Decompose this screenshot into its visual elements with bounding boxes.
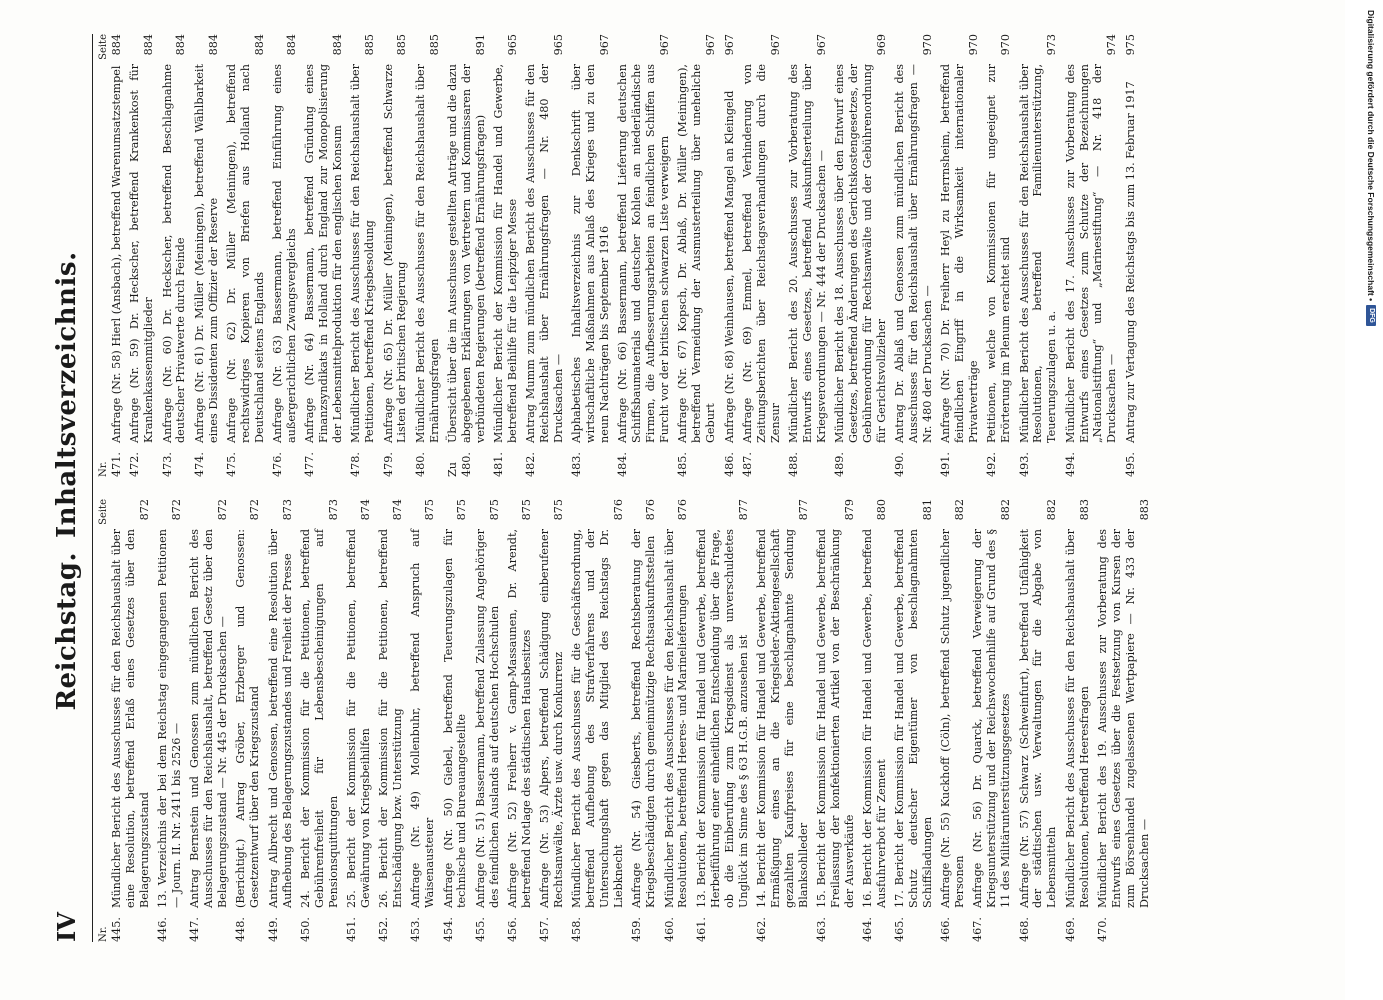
toc-entry xyxy=(110,34,124,477)
entry-page: 965 xyxy=(505,34,519,56)
entry-page: 885 xyxy=(363,34,377,56)
entry-page: 875 xyxy=(519,499,533,521)
entry-page: 884 xyxy=(252,34,266,56)
entry-number: 463. xyxy=(814,917,828,942)
toc-entries-left xyxy=(110,499,1151,942)
entry-title: 13. Verzeichnis der bei dem Reichstag eingegangenen Petitionen — Journ. II. Nr. 2411 bis 2526 — xyxy=(156,529,184,908)
toc-entry xyxy=(193,34,221,477)
toc-entry xyxy=(815,499,857,942)
entry-page: 967 xyxy=(722,34,736,56)
entry-title: Anfrage (Nr. 52) Freiherr v. Gamp-Massaunen, Dr. Arendt, betreffend Notlage des städtischen Hausbesitzes xyxy=(505,529,533,908)
entry-number: 469. xyxy=(1063,917,1077,942)
toc-columns xyxy=(92,34,1156,942)
entry-page: 967 xyxy=(704,34,718,56)
toc-entry xyxy=(414,34,442,477)
entry-number: 477. xyxy=(303,452,317,477)
entry-page: 965 xyxy=(552,34,566,56)
entry-number: 456. xyxy=(505,917,519,942)
entry-title: Anfrage (Nr. 67) Kopsch, Dr. Ablaß, Dr. Müller (Meiningen), betreffend Vermeidung der Ausmusterteilung über uneheliche Geburt xyxy=(676,64,718,443)
toc-entry xyxy=(861,499,889,942)
entry-title: Mündlicher Bericht des 18. Ausschusses über den Entwurf eines Gesetzes, betreffend Änderungen des Gerichtskostengesetzes, der Gebührenordnung für Rechtsanwälte und der Gebührenordnung für Gerichtsvollzieher xyxy=(833,64,888,443)
entry-number: 447. xyxy=(188,917,202,942)
side-note xyxy=(1365,10,1377,990)
entry-page: 885 xyxy=(427,34,441,56)
toc-entry xyxy=(676,34,718,477)
toc-entry xyxy=(741,34,783,477)
entry-page: 873 xyxy=(326,499,340,521)
entry-page: 874 xyxy=(358,499,372,521)
entry-number: 488. xyxy=(787,452,800,477)
entry-title: (Berichtigt.) Antrag Gröber, Erzberger und Genossen: Gesetzentwurf über den Kriegszustand xyxy=(234,529,262,908)
toc-entry xyxy=(985,34,1013,477)
entry-title: Mündlicher Bericht der Kommission für Handel und Gewerbe, betreffend Beihilfe für die Leipziger Messe xyxy=(492,64,519,443)
entry-title: Anfrage (Nr. 54) Giesberts, betreffend Rechtsberatung der Kriegsbeschädigten durch gemeinnützige Rechtsauskunftsstellen xyxy=(630,529,658,908)
entry-number: 486. xyxy=(722,452,736,477)
seite-label: Seite xyxy=(98,34,109,60)
entry-title: Anfrage (Nr. 49) Mollenbuhr, betreffend Anspruch auf Waisenausteuer xyxy=(409,529,437,908)
entry-title: Anfrage (Nr. 70) Dr. Freiherr Heyl zu Herrnsheim, betreffend feindlichen Eingriff in die Wirksamkeit internationaler Privatverträge xyxy=(939,64,981,443)
entry-number: 472. xyxy=(128,452,142,477)
entry-title: Mündlicher Bericht des Ausschusses für den Reichshaushalt über Ernährungsfragen xyxy=(413,64,441,443)
entry-page: 884 xyxy=(110,34,123,56)
toc-entry xyxy=(1018,499,1060,942)
toc-entry xyxy=(833,34,889,477)
entry-number: 454. xyxy=(441,917,455,942)
entry-number: 467. xyxy=(971,917,985,942)
toc-entry xyxy=(695,499,751,942)
entry-page: 876 xyxy=(676,499,690,521)
entry-title: Anfrage (Nr. 56) Dr. Quarck, betreffend Verweigerung der Kriegsunterstützung und der Reichswochenhilfe auf Grund des § 11 des Militärunterstützungsgesetzes xyxy=(971,529,1013,908)
entry-number: 457. xyxy=(538,917,552,942)
entry-title: Mündlicher Bericht des Ausschusses für den Reichshaushalt über Resolutionen, betreffend Heeresfragen xyxy=(1063,529,1091,908)
entry-page: 969 xyxy=(874,34,888,56)
entry-title: Mündlicher Bericht des Ausschusses für die Geschäftsordnung, betreffend Aufhebung des Strafverfahrens und der Untersuchungshaft gegen das Mitglied des Reichstags Dr. Liebknecht xyxy=(570,529,626,908)
entry-title: Mündlicher Bericht des Ausschusses für den Reichshaushalt über Resolutionen, betreffend Heeres- und Marinelieferungen xyxy=(662,529,690,908)
toc-entry xyxy=(1064,34,1120,477)
entry-number: 474. xyxy=(192,452,206,477)
entry-page: 884 xyxy=(284,34,298,56)
entry-number: 480. xyxy=(413,452,427,477)
entry-title: Antrag Albrecht und Genossen, betreffend eine Resolution über Aufhebung des Belagerungszustandes und Freiheit der Presse xyxy=(266,529,294,908)
entry-title: Übersicht über die im Ausschusse gestellten Anträge und die dazu abgegebenen Erklärungen von Vertretern und Kommissaren der verbündeten Regierungen (betreffend Ernährungsfragen) xyxy=(445,64,487,443)
entry-page: 891 xyxy=(473,34,487,56)
toc-entry xyxy=(630,499,658,942)
toc-entry xyxy=(267,499,295,942)
entry-number: 489. xyxy=(833,452,847,477)
toc-entry xyxy=(663,499,691,942)
entry-page: 872 xyxy=(216,499,230,521)
side-note-text: Digitalisierung gefördert durch die Deutsche Forschungsgemeinschaft • xyxy=(1366,10,1376,302)
entry-page: 884 xyxy=(174,34,188,56)
entry-page: 967 xyxy=(768,34,782,56)
entry-title: Anfrage (Nr. 55) Kuckhoff (Cöln), betreffend Schutz jugendlicher Personen xyxy=(939,529,967,908)
side-note-text-wrap xyxy=(1365,10,1377,990)
entry-page: 885 xyxy=(395,34,409,56)
toc-entry xyxy=(1096,499,1152,942)
entry-number: 466. xyxy=(939,917,953,942)
entry-number: 473. xyxy=(160,452,174,477)
toc-column-right xyxy=(97,34,1156,477)
entry-title: Antrag Dr. Ablaß und Genossen zum mündlichen Bericht des Ausschusses für den Reichshaushalt über Ernährungsfragen — Nr. 480 der Drucksachen — xyxy=(893,64,934,443)
entry-title: 15. Bericht der Kommission für Handel und Gewerbe, betreffend Freilassung der konfektionierten Artikel von der Beschränkung der Ausverkäufe xyxy=(814,529,856,908)
toc-entry xyxy=(616,34,672,477)
entry-page: 975 xyxy=(1123,34,1137,56)
entry-title: 16. Bericht der Kommission für Handel und Gewerbe, betreffend Ausfuhrverbot für Zement xyxy=(860,529,888,908)
entry-number: 462. xyxy=(754,917,768,942)
entry-title: Mündlicher Bericht des 20. Ausschusses zur Vorberatung des Entwurfs eines Gesetzes, betreffend Auskunftserteilung über Kriegsverordnungen — Nr. 444 der Drucksachen — xyxy=(787,64,828,443)
toc-entry xyxy=(382,34,410,477)
entry-title: Mündlicher Bericht des Ausschusses für den Reichshaushalt über Resolutionen, betreffend Familienunterstützung, Teuerungszulagen u. a. xyxy=(1017,64,1059,443)
toc-entry xyxy=(156,499,184,942)
entry-page: 884 xyxy=(331,34,345,56)
entry-title: Anfrage (Nr. 62) Dr. Müller (Meiningen), betreffend rechtswidriges Kopieren von Briefen aus Holland nach Deutschland seitens Englands xyxy=(224,64,266,443)
toc-entry xyxy=(474,499,502,942)
dfg-logo: DFG xyxy=(1366,305,1376,326)
entry-title: Antrag Mumm zum mündlichen Bericht des Ausschusses für den Reichshaushalt über Ernährungsfragen — Nr. 480 der Drucksachen — xyxy=(524,64,566,443)
entry-title: Anfrage (Nr. 58) Hierl (Ansbach), betreffend Warenumsatzstempel xyxy=(110,65,123,443)
entry-title: Mündlicher Bericht des 17. Ausschusses zur Vorberatung des Entwurfs eines Gesetzes zum Schutze der Bezeichnungen „Nationalstiftung“ und „Marinestiftung“ — Nr. 418 der Drucksachen — xyxy=(1063,64,1119,443)
entry-number: 449. xyxy=(266,917,280,942)
toc-entry xyxy=(893,499,935,942)
entry-page: 967 xyxy=(814,34,828,56)
toc-entry xyxy=(506,499,534,942)
entry-number: 490. xyxy=(893,452,907,477)
entry-title: 26. Bericht der Kommission für die Petitionen, betreffend Entschädigung bzw. Unterstützung xyxy=(377,529,405,908)
entry-title: Anfrage (Nr. 69) Emmel, betreffend Verhinderung von Zeitungsberichten über Reichstagsverhandlungen durch die Zensur xyxy=(740,64,782,443)
entry-number: 476. xyxy=(271,452,285,477)
toc-entry xyxy=(349,34,377,477)
entry-number: 451. xyxy=(344,917,358,942)
entry-title: Mündlicher Bericht des Ausschusses für den Reichshaushalt über Petitionen, betreffend Kriegsbesoldung xyxy=(349,64,377,443)
entry-number: 483. xyxy=(570,452,584,477)
title-right: Inhaltsverzeichnis. xyxy=(52,251,82,539)
toc-entry xyxy=(225,34,267,477)
entry-number: 494. xyxy=(1063,452,1077,477)
entry-page: 872 xyxy=(248,499,262,521)
entry-number: 453. xyxy=(409,917,423,942)
toc-entry xyxy=(110,499,152,942)
entry-title: Mündlicher Bericht des 19. Ausschusses zur Vorberatung des Entwurfs eines Gesetzes über die Festsetzung von Kursen der zum Börsenhandel zugelassenen Wertpapiere — Nr. 433 der Drucksachen — xyxy=(1095,529,1151,908)
entry-number: 482. xyxy=(524,452,538,477)
entry-number: 485. xyxy=(676,452,690,477)
entry-page: 973 xyxy=(1045,34,1059,56)
entry-number: 450. xyxy=(298,917,312,942)
entry-title: Anfrage (Nr. 64) Bassermann, betreffend Gründung eines Finanzsyndikats in Holland durch England zur Monopolisierung der Lebensmittelproduktion für den englischen Konsum xyxy=(303,64,345,443)
entry-number: 461. xyxy=(694,917,708,942)
toc-entry xyxy=(939,34,981,477)
entry-page: 882 xyxy=(953,499,967,521)
entry-page: 875 xyxy=(487,499,501,521)
entry-page: 882 xyxy=(1045,499,1059,521)
toc-entry xyxy=(893,34,935,477)
entry-title: Anfrage (Nr. 61) Dr. Müller (Meiningen), betreffend Wählbarkeit eines Dissidenten zum Offizier der Reserve xyxy=(192,64,220,443)
toc-entry xyxy=(128,34,156,477)
entry-page: 880 xyxy=(874,499,888,521)
toc-entry xyxy=(1064,499,1092,942)
toc-entry xyxy=(971,499,1013,942)
entry-page: 875 xyxy=(552,499,566,521)
entry-number: 491. xyxy=(939,452,953,477)
toc-entry xyxy=(299,499,341,942)
toc-entry xyxy=(723,34,737,477)
entry-number: 468. xyxy=(1017,917,1031,942)
toc-entry xyxy=(1018,34,1060,477)
nr-label: Nr. xyxy=(98,461,109,477)
entry-number: 481. xyxy=(492,452,506,477)
entry-page: 974 xyxy=(1105,34,1119,56)
seite-label: Seite xyxy=(98,499,109,525)
entry-title: Antrag zur Vertagung des Reichstags bis zum 13. Februar 1917 xyxy=(1123,81,1137,443)
entry-page: 872 xyxy=(137,499,151,521)
entry-title: Anfrage (Nr. 50) Giebel, betreffend Teuerungszulagen für technische und Bureauangestellte xyxy=(441,529,469,908)
toc-entry xyxy=(161,34,189,477)
page-header xyxy=(52,34,86,942)
entry-page: 874 xyxy=(391,499,405,521)
toc-entry xyxy=(345,499,373,942)
toc-entry xyxy=(755,499,811,942)
toc-entry xyxy=(492,34,520,477)
entry-page: 883 xyxy=(1137,499,1151,521)
entry-number: 460. xyxy=(662,917,676,942)
entry-number: 478. xyxy=(349,452,363,477)
entry-page: 879 xyxy=(842,499,856,521)
entry-title: Anfrage (Nr. 53) Alpers, betreffend Schädigung einberufener Rechtsanwälte, Ärzte usw. durch Konkurrenz xyxy=(538,529,566,908)
entry-title: Anfrage (Nr. 65) Dr. Müller (Meiningen), betreffend Schwarze Listen der britischen Regierung xyxy=(381,64,409,443)
entry-title: Anfrage (Nr. 57) Schwarz (Schweinfurt), betreffend Unfähigkeit der städtischen usw. Verwaltungen für die Abgabe von Lebensmitteln xyxy=(1017,529,1059,908)
toc-entry xyxy=(442,499,470,942)
entry-number: 446. xyxy=(156,917,170,942)
entry-title: Anfrage (Nr. 51) Bassermann, betreffend Zulassung Angehöriger des feindlichen Auslands auf deutschen Hochschulen xyxy=(473,529,501,908)
entry-page: 884 xyxy=(206,34,220,56)
entry-page: 970 xyxy=(920,34,934,56)
entry-number: 492. xyxy=(985,452,999,477)
page-number: IV xyxy=(52,912,81,942)
toc-entry xyxy=(939,499,967,942)
entry-page: 882 xyxy=(999,499,1013,521)
entry-page: 967 xyxy=(658,34,672,56)
entry-number: 448. xyxy=(234,917,248,942)
toc-entry xyxy=(570,34,612,477)
entry-page: 876 xyxy=(644,499,658,521)
entry-number: 458. xyxy=(570,917,584,942)
entry-title: Alphabetisches Inhaltsverzeichnis zur Denkschrift über wirtschaftliche Maßnahmen aus Anlaß des Krieges und zu den neun Nachträgen bis September 1916 xyxy=(570,64,612,443)
entry-title: 25. Bericht der Kommission für die Petitionen, betreffend Gewährung von Kriegsbeihilfen xyxy=(344,529,372,908)
toc-entry xyxy=(446,34,488,477)
entry-number: 452. xyxy=(377,917,391,942)
toc-entry xyxy=(1124,34,1138,477)
nr-label: Nr. xyxy=(98,926,109,942)
column-head xyxy=(97,499,110,942)
title-left: Reichstag. xyxy=(52,552,82,711)
entry-title: Anfrage (Nr. 59) Dr. Heckscher, betreffend Krankenkost für Krankenkassenmitglieder xyxy=(128,64,156,443)
toc-entry xyxy=(524,34,566,477)
toc-entry xyxy=(538,499,566,942)
entry-page: 875 xyxy=(455,499,469,521)
toc-entry xyxy=(409,499,437,942)
entry-number: 459. xyxy=(630,917,644,942)
entry-number: 465. xyxy=(893,917,907,942)
toc-entry xyxy=(188,499,230,942)
entry-title: 24. Bericht der Kommission für die Petitionen, betreffend Gebührenfreiheit für Lebensbescheinigungen auf Pensionsquittungen xyxy=(298,529,340,908)
entry-page: 877 xyxy=(796,499,810,521)
toc-entry xyxy=(303,34,345,477)
entry-number: 479. xyxy=(381,452,395,477)
entry-title: Mündlicher Bericht des Ausschusses für den Reichshaushalt über eine Resolution, betreffend Erlaß eines Gesetzes über den Belagerungszustand xyxy=(110,529,151,908)
toc-entry xyxy=(570,499,626,942)
toc-entries-right xyxy=(110,34,1138,477)
entry-title: Anfrage (Nr. 63) Bassermann, betreffend Einführung eines außergerichtlichen Zwangsvergleichs xyxy=(271,64,298,443)
entry-title: 17. Bericht der Kommission für Handel und Gewerbe, betreffend Schutz deutscher Eigentümer von beschlagnahmten Schiffsladungen xyxy=(893,529,934,908)
toc-entry xyxy=(787,34,829,477)
page-title xyxy=(52,251,82,724)
entry-number: 493. xyxy=(1017,452,1031,477)
entry-number: 470. xyxy=(1095,917,1109,942)
column-head xyxy=(97,34,110,477)
entry-title: Petitionen, welche von Kommissionen für ungeeignet zur Erörterung im Plenum erachtet sind xyxy=(985,64,1013,443)
toc-entry xyxy=(271,34,299,477)
entry-page: 884 xyxy=(142,34,156,56)
entry-page: 970 xyxy=(967,34,981,56)
entry-title: Anfrage (Nr. 68) Weinhausen, betreffend Mangel an Kleingeld xyxy=(722,90,736,443)
entry-page: 970 xyxy=(999,34,1013,56)
toc-column-left xyxy=(97,499,1156,942)
entry-page: 873 xyxy=(280,499,294,521)
entry-page: 881 xyxy=(920,499,934,521)
entry-page: 872 xyxy=(170,499,184,521)
entry-page: 967 xyxy=(598,34,612,56)
toc-entry xyxy=(234,499,262,942)
entry-title: 13. Bericht der Kommission für Handel und Gewerbe, betreffend Herbeiführung einer einheitlichen Entscheidung über die Frage, ob die Einberufung zum Kriegsdienst als unverschuldetes Unglück im Sinne des § 63 H.G.B. anzusehen ist xyxy=(694,529,750,908)
entry-number: 464. xyxy=(860,917,874,942)
entry-page: 875 xyxy=(423,499,437,521)
entry-page: 883 xyxy=(1077,499,1091,521)
entry-number: 455. xyxy=(473,917,487,942)
entry-page: 876 xyxy=(612,499,626,521)
entry-title: Anfrage (Nr. 60) Dr. Heckscher, betreffend Beschlagnahme deutscher Privatwerte durch Feinde xyxy=(160,64,188,443)
entry-number: 445. xyxy=(110,917,123,942)
entry-number: 495. xyxy=(1123,452,1137,477)
entry-page: 877 xyxy=(736,499,750,521)
entry-title: Antrag Bernstein und Genossen zum mündlichen Bericht des Ausschusses für den Reichshaushalt, betreffend Gesetz über den Belagerungszustand — Nr. 445 der Drucksachen — xyxy=(188,529,230,908)
entry-number: 484. xyxy=(616,452,630,477)
entry-number: 487. xyxy=(740,452,754,477)
entry-title: 14. Bericht der Kommission für Handel und Gewerbe, betreffend Ermäßigung eines an die Kriegsleder-Aktiengesellschaft gezahlten Kaufpreises für eine beschlagnahmte Sendung Blanksohlleder xyxy=(754,529,810,908)
entry-number: 471. xyxy=(110,452,123,477)
toc-entry xyxy=(377,499,405,942)
entry-title: Anfrage (Nr. 66) Bassermann, betreffend Lieferung deutschen Schiffsbaumaterials und deutscher Kohlen an niederländische Firmen, die Aufbesserungsarbeiten an feindlichen Schiffen aus Furcht vor der britischen schwarzen Liste verweigern xyxy=(616,64,672,443)
entry-number: 475. xyxy=(224,452,238,477)
entry-number: Zu 480. xyxy=(445,452,473,477)
